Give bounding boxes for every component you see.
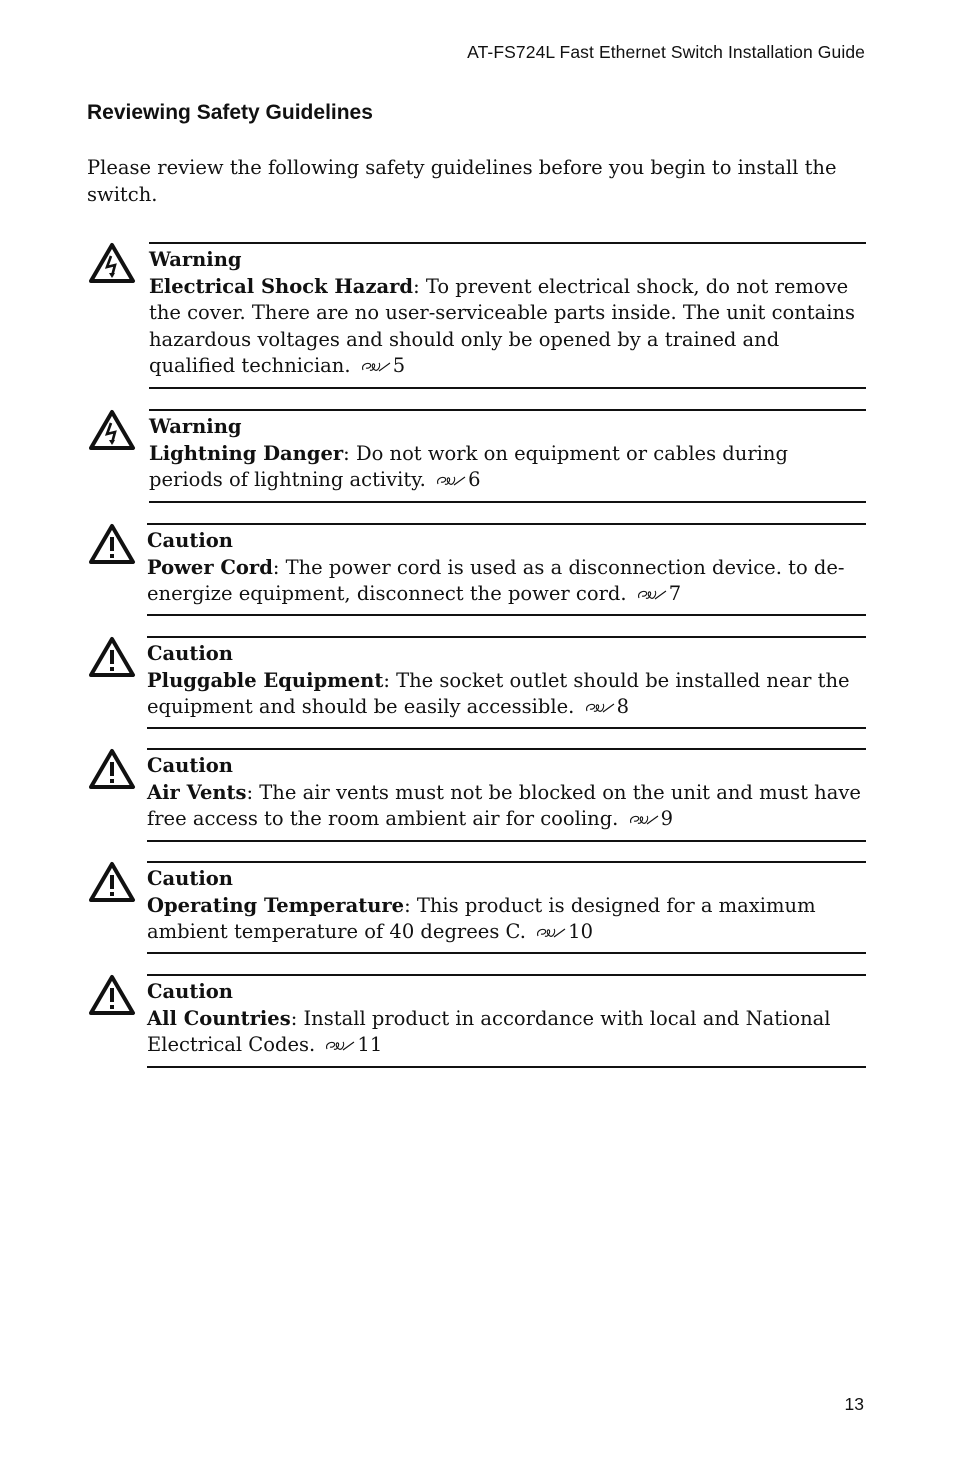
notice-body xyxy=(149,441,866,496)
electrical-warning-icon xyxy=(88,409,136,453)
section-title: Reviewing Safety Guidelines xyxy=(87,101,373,124)
notice-subject: Power Cord xyxy=(147,555,273,579)
notice-box xyxy=(149,242,866,389)
notice-box xyxy=(147,974,866,1068)
notice-type: Caution xyxy=(147,529,233,552)
translation-reference-icon xyxy=(325,1034,355,1061)
notice-subject: Operating Temperature xyxy=(147,893,405,917)
notice-type: Warning xyxy=(149,415,242,438)
notice-subject: Electrical Shock Hazard xyxy=(149,274,414,298)
notice-reference xyxy=(357,354,405,377)
notice-body xyxy=(147,1006,866,1061)
notice-text: : To prevent electrical shock, do not remove the cover. There are no user-serviceable parts inside. The unit contains hazardous voltages and should only be opened by a trained and qualified technician. xyxy=(149,274,856,377)
caution-icon xyxy=(88,974,136,1018)
notice-reference xyxy=(625,807,673,830)
notice-reference xyxy=(532,920,593,943)
notice-ref-number: 5 xyxy=(392,354,406,377)
caution-icon xyxy=(88,748,136,792)
notice-ref-number: 10 xyxy=(568,920,593,943)
notice-reference xyxy=(321,1033,382,1056)
notice-reference xyxy=(581,695,629,718)
notice-text: : The air vents must not be blocked on the unit and must have free access to the room ambient air for cooling. xyxy=(147,780,861,830)
notice-body xyxy=(147,555,866,610)
notice-subject: Pluggable Equipment xyxy=(147,668,384,692)
notice-subject: Lightning Danger xyxy=(149,441,344,465)
notice-box xyxy=(147,861,866,954)
notice-ref-number: 9 xyxy=(660,807,674,830)
notice-text: : Do not work on equipment or cables during periods of lightning activity. xyxy=(149,441,788,491)
caution-icon xyxy=(88,636,136,680)
running-head: AT-FS724L Fast Ethernet Switch Installation Guide xyxy=(467,42,865,62)
page-number: 13 xyxy=(844,1394,864,1414)
notice-box xyxy=(147,636,866,729)
translation-reference-icon xyxy=(361,355,391,382)
notice-text: : Install product in accordance with local and National Electrical Codes. xyxy=(147,1006,831,1056)
notice-type: Warning xyxy=(149,248,242,271)
notice-type: Caution xyxy=(147,980,233,1003)
translation-reference-icon xyxy=(585,696,615,723)
intro-paragraph: Please review the following safety guidelines before you begin to install the switch. xyxy=(87,156,837,206)
notice-text: : The power cord is used as a disconnection device. to de-energize equipment, disconnect the power cord. xyxy=(147,555,845,605)
notice-ref-number: 11 xyxy=(357,1033,383,1056)
caution-icon xyxy=(88,861,136,905)
notice-subject: Air Vents xyxy=(147,780,247,804)
notice-type: Caution xyxy=(147,642,233,665)
notice-ref-number: 6 xyxy=(468,468,481,491)
translation-reference-icon xyxy=(536,921,566,948)
notice-ref-number: 8 xyxy=(616,695,629,718)
notice-box xyxy=(149,409,866,503)
translation-reference-icon xyxy=(637,583,667,610)
notice-type: Caution xyxy=(147,754,233,777)
notice-text: : The socket outlet should be installed near the equipment and should be easily accessible. xyxy=(147,668,850,718)
notice-body xyxy=(147,668,866,723)
notice-body xyxy=(149,274,866,382)
notice-box xyxy=(147,523,866,616)
notice-box xyxy=(147,748,866,842)
notice-reference xyxy=(633,582,681,605)
electrical-warning-icon xyxy=(88,242,136,286)
notice-subject: All Countries xyxy=(147,1006,291,1030)
notice-body xyxy=(147,893,866,948)
translation-reference-icon xyxy=(436,469,466,496)
notice-reference xyxy=(432,468,480,491)
notice-ref-number: 7 xyxy=(668,582,682,605)
notice-body xyxy=(147,780,866,835)
notice-type: Caution xyxy=(147,867,233,890)
caution-icon xyxy=(88,523,136,567)
translation-reference-icon xyxy=(629,808,659,835)
notice-text: : This product is designed for a maximum ambient temperature of 40 degrees C. xyxy=(147,893,816,943)
